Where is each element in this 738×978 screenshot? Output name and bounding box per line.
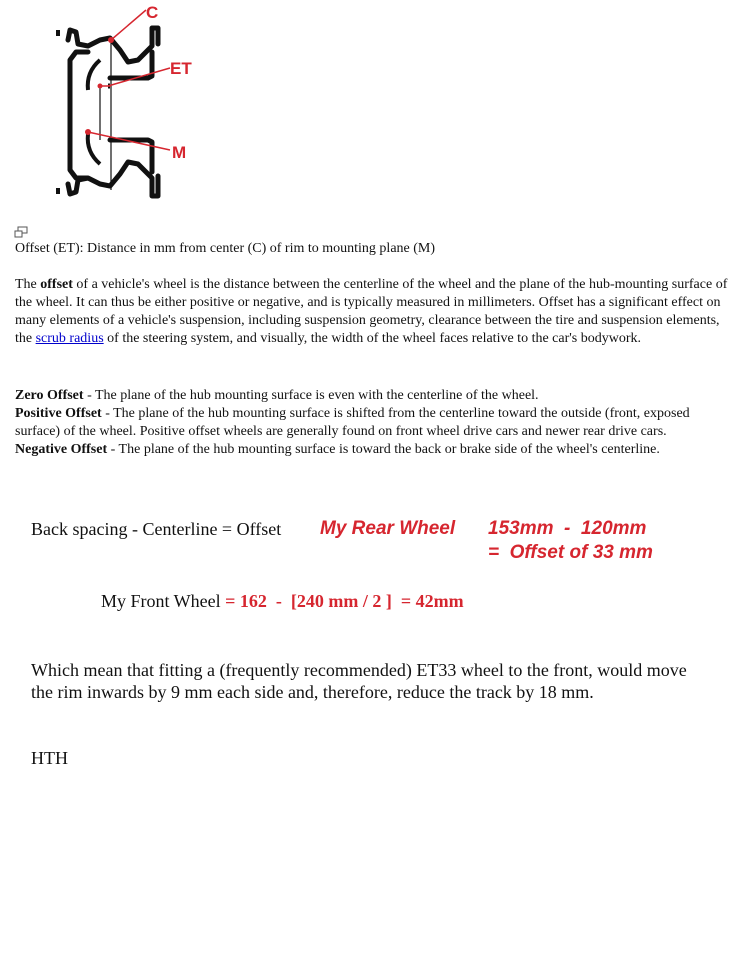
rear-wheel-label: My Rear Wheel [320, 518, 456, 539]
label-m: M [172, 143, 187, 162]
rear-wheel-result: = Offset of 33 mm [488, 542, 653, 563]
offset-definitions [15, 387, 731, 459]
signoff: HTH [31, 748, 68, 768]
image-caption: Offset (ET): Distance in mm from center (C) of rim to mounting plane (M) [15, 241, 436, 256]
definition-term: Positive Offset [15, 406, 102, 421]
callout-m-line [88, 132, 170, 150]
formula-line [31, 519, 281, 540]
definition-term: Zero Offset [15, 388, 84, 403]
callout-m-dot [85, 129, 91, 135]
rear-wheel-expression: 153mm - 120mm [488, 518, 647, 539]
formula: Back spacing - Centerline = Offset [31, 519, 282, 539]
definition-text: - The plane of the hub mounting surface is toward the back or brake side of the wheel's centerline. [107, 442, 660, 457]
definition-term: Negative Offset [15, 442, 108, 457]
definition-text: - The plane of the hub mounting surface is even with the centerline of the wheel. [83, 388, 539, 403]
definition-text: - The plane of the hub mounting surface is shifted from the centerline toward the outside (front, exposed surface) of the wheel. Positive offset wheels are generally found on front wheel drive cars and newer rear drive cars. [15, 406, 690, 439]
front-wheel-expression: = 162 - [240 mm / 2 ] = 42mm [225, 591, 464, 611]
callout-c-line [111, 10, 146, 40]
front-wheel-line [101, 591, 464, 612]
callout-c-dot [108, 37, 114, 43]
label-c: C [146, 3, 159, 22]
front-wheel-label: My Front Wheel [101, 591, 221, 611]
conclusion-text: Which mean that fitting a (frequently recommended) ET33 wheel to the front, would move the rim inwards by 9 mm each side and, therefore, reduce the track by 18 mm. [31, 660, 687, 702]
scrub-radius-link[interactable]: scrub radius [35, 331, 104, 346]
offset-description: The offset of a vehicle's wheel is the distance between the centerline of the wheel and the plane of the hub-mounting surface of the wheel. It can thus be either positive or negative, and is typically measured in millimeters. Offset has a significant effect on many elements of a vehicle's suspension, including suspension geometry, clearance between the tire and suspension elements, the scrub radius of the steering system, and visually, the width of the wheel faces relative to the car's bodywork. [15, 277, 728, 346]
label-et: ET [170, 59, 192, 78]
wheel-offset-diagram [48, 0, 218, 222]
offset-term: offset [40, 277, 73, 292]
enlarge-icon[interactable] [14, 226, 28, 238]
rim-profile [68, 28, 158, 196]
